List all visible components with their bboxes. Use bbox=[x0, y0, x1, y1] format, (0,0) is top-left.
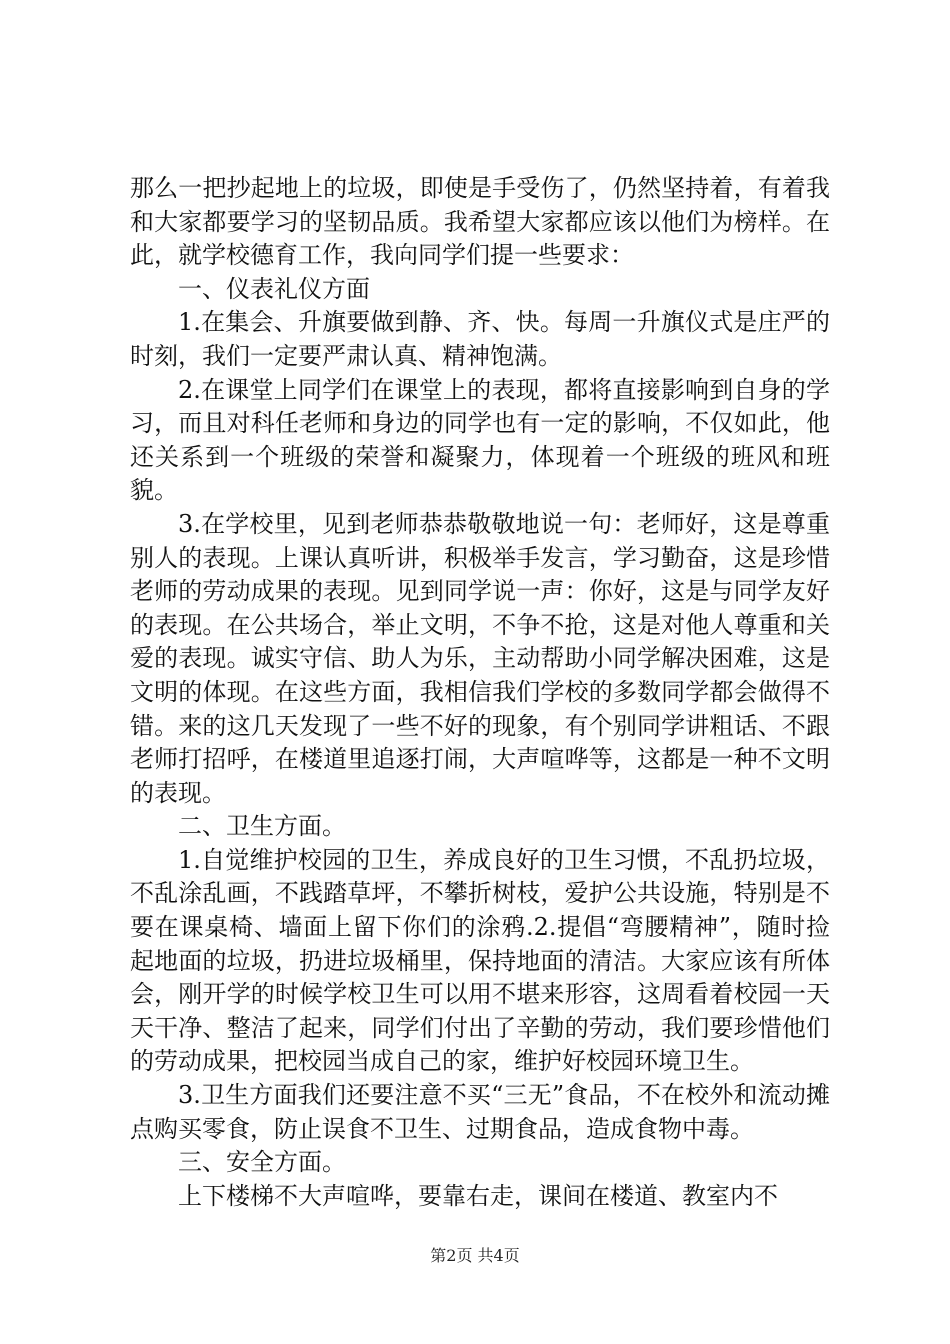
section-heading-etiquette: 一、仪表礼仪方面 bbox=[178, 274, 370, 303]
paragraph-continuation: 那么一把抄起地上的垃圾，即使是手受伤了，仍然坚持着，有着我和大家都要学习的坚韧品质。我希望大家都应该以他们为榜样。在此，就学校德育工作，我向同学们提一些要求： bbox=[130, 174, 830, 270]
section-heading-hygiene: 二、卫生方面。 bbox=[178, 812, 346, 841]
page-number-footer: 第2页 共4页 bbox=[430, 1246, 520, 1265]
paragraph-etiquette-3: 3.在学校里，见到老师恭恭敬敬地说一句：老师好，这是尊重别人的表现。上课认真听讲，积极举手发言，学习勤奋，这是珍惜老师的劳动成果的表现。见到同学说一声：你好，这是与同学友好的表现。在公共场合，举止文明，不争不抢，这是对他人尊重和关爱的表现。诚实守信、助人为乐，主动帮助小同学解决困难，这是文明的体现。在这些方面，我相信我们学校的多数同学都会做得不错。来的这几天发现了一些不好的现象，有个别同学讲粗话、不跟老师打招呼，在楼道里追逐打闹，大声喧哗等，这都是一种不文明的表现。 bbox=[130, 509, 830, 807]
paragraph-etiquette-2: 2.在课堂上同学们在课堂上的表现，都将直接影响到自身的学习，而且对科任老师和身边的同学也有一定的影响，不仅如此，他还关系到一个班级的荣誉和凝聚力，体现着一个班级的班风和班貌。 bbox=[130, 375, 830, 505]
paragraph-hygiene-3: 3.卫生方面我们还要注意不买“三无”食品，不在校外和流动摊点购买零食，防止误食不卫生、过期食品，造成食物中毒。 bbox=[130, 1081, 830, 1143]
paragraph-etiquette-1: 1.在集会、升旗要做到静、齐、快。每周一升旗仪式是庄严的时刻，我们一定要严肃认真、精神饱满。 bbox=[130, 308, 830, 370]
paragraph-safety-1: 上下楼梯不大声喧哗，要靠右走，课间在楼道、教室内不 bbox=[178, 1181, 778, 1210]
section-heading-safety: 三、安全方面。 bbox=[178, 1148, 346, 1177]
document-body bbox=[130, 172, 830, 1213]
paragraph-hygiene-1: 1.自觉维护校园的卫生，养成良好的卫生习惯，不乱扔垃圾，不乱涂乱画，不践踏草坪，不攀折树枝，爱护公共设施，特别是不要在课桌椅、墙面上留下你们的涂鸦.2.提倡“弯腰精神”，随时捡起地面的垃圾，扔进垃圾桶里，保持地面的清洁。大家应该有所体会，刚开学的时候学校卫生可以用不堪来形容，这周看着校园一天天干净、整洁了起来，同学们付出了辛勤的劳动，我们要珍惜他们的劳动成果，把校园当成自己的家，维护好校园环境卫生。 bbox=[130, 845, 830, 1076]
